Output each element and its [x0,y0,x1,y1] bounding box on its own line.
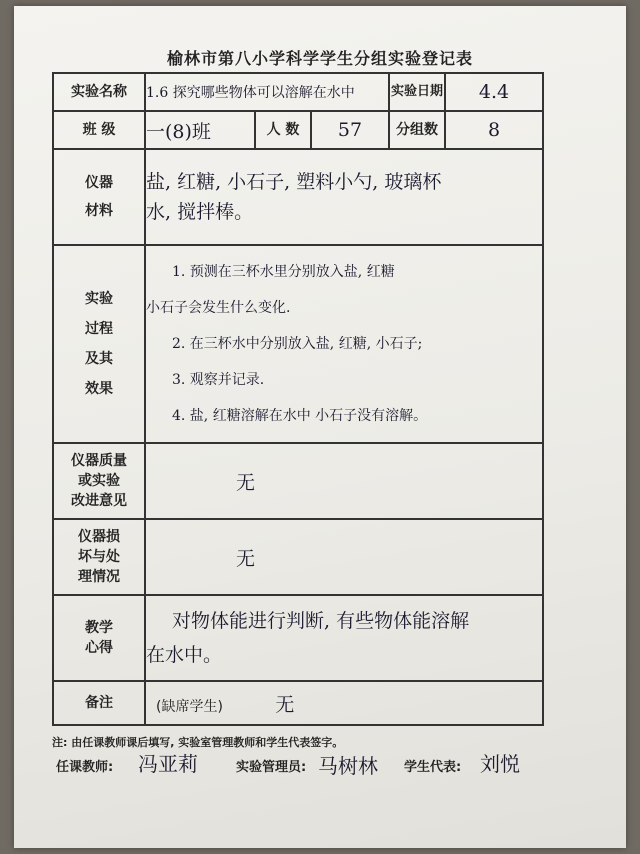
row-materials [53,149,543,245]
lab-admin-signature-label: 实验管理员: [236,760,307,775]
absent-students-label: (缺席学生) [156,698,223,715]
student-signature: 刘悦 [480,752,520,776]
quality-label [53,443,145,519]
lab-admin-signature: 马树林 [318,754,378,778]
damage-label-line: 理情况 [78,569,120,585]
experiment-name-label: 实验名称 [53,73,145,111]
materials-label-line: 仪器 [85,175,113,191]
process-step: 4. 盐, 红糖溶解在水中 小石子没有溶解。 [172,408,428,424]
damage-label [53,519,145,595]
teacher-signature: 冯亚莉 [138,752,198,776]
groups-value: 8 [445,111,543,149]
process-step: 2. 在三杯水中分别放入盐, 红糖, 小石子; [172,336,423,352]
materials-line: 水, 搅拌棒。 [146,201,254,223]
class-label: 班 级 [53,111,145,149]
process-label-line: 及其 [85,351,113,367]
materials-label-line: 材料 [85,203,113,219]
process-label-line: 效果 [85,381,113,397]
process-value [145,245,543,443]
damage-label-line: 仪器损 [78,529,120,545]
remarks-label: 备注 [53,681,145,725]
row-process [53,245,543,443]
student-signature-label: 学生代表: [404,760,462,775]
row-quality [53,443,543,519]
experiment-form-table [52,72,544,726]
process-label-line: 过程 [85,321,113,337]
damage-label-line: 坏与处 [78,549,120,565]
teacher-signature-label: 任课教师: [56,760,114,775]
remarks-handwritten: 无 [275,693,295,716]
class-value: 一(8)班 [145,111,255,149]
teaching-label [53,595,145,681]
row-class [53,111,543,149]
teaching-label-line: 心得 [85,640,113,656]
process-label [53,245,145,443]
groups-label: 分组数 [389,111,445,149]
materials-label [53,149,145,245]
row-teaching [53,595,543,681]
materials-value [145,149,543,245]
experiment-date-label: 实验日期 [389,73,445,111]
damage-value: 无 [145,519,543,595]
teaching-line: 对物体能进行判断, 有些物体能溶解 [172,610,470,632]
experiment-date-value: 4.4 [445,73,543,111]
process-label-line: 实验 [85,291,113,307]
teaching-label-line: 教学 [85,620,113,636]
experiment-name-value: 1.6 探究哪些物体可以溶解在水中 [145,73,389,111]
teaching-value [145,595,543,681]
process-step: 1. 预测在三杯水里分别放入盐, 红糖 [172,264,395,280]
form-title: 榆林市第八小学科学学生分组实验登记表 [166,49,473,68]
row-damage [53,519,543,595]
quality-label-line: 仪器质量 [71,453,127,469]
process-step: 3. 观察并记录. [172,372,265,388]
quality-label-line: 改进意见 [71,493,127,509]
quality-value: 无 [145,443,543,519]
row-experiment-name [53,73,543,111]
remarks-value [145,681,543,725]
materials-line: 盐, 红糖, 小石子, 塑料小勺, 玻璃杯 [146,171,442,193]
teaching-line: 在水中。 [146,644,223,666]
row-remarks [53,681,543,725]
count-value: 57 [311,111,389,149]
process-step: 小石子会发生什么变化. [146,300,291,316]
count-label: 人 数 [255,111,311,149]
quality-label-line: 或实验 [78,473,120,489]
footnote: 注: 由任课教师课后填写, 实验室管理教师和学生代表签字。 [52,736,344,749]
